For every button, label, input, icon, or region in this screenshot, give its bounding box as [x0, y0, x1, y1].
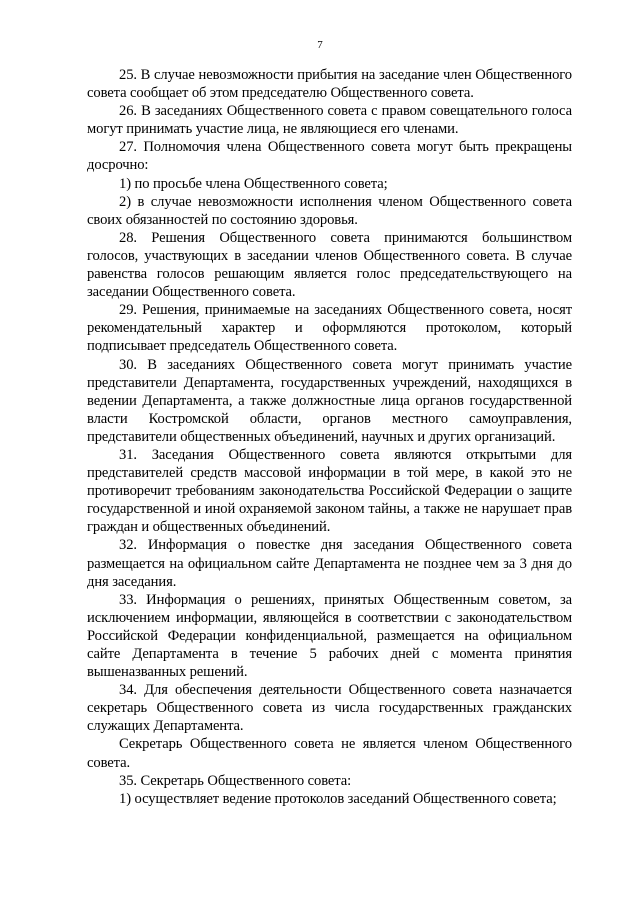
- paragraph-27-item-2: 2) в случае невозможности исполнения членом Общественного совета своих обязанностей по состоянию здоровья.: [87, 193, 572, 228]
- paragraph-27-item-1: 1) по просьбе члена Общественного совета;: [119, 175, 388, 192]
- paragraph-30: 30. В заседаниях Общественного совета могут принимать участие представители Департамента, государственных учреждений, находящихся в ведении Департамента, а также должностные лица органов государственной власти Костромской области, органов местного самоуправления, представители общественных объединений, научных и других организаций.: [87, 356, 572, 445]
- paragraph-32: 32. Информация о повестке дня заседания Общественного совета размещается на официальном сайте Департамента не позднее чем за 3 дня до дня заседания.: [87, 537, 572, 590]
- paragraph-29: 29. Решения, принимаемые на заседаниях Общественного совета, носят рекомендательный характер и оформляются протоколом, который подписывает председатель Общественного совета.: [87, 302, 572, 355]
- paragraph-25: 25. В случае невозможности прибытия на заседание член Общественного совета сообщает об этом председателю Общественного совета.: [87, 67, 572, 102]
- paragraph-27: 27. Полномочия члена Общественного совета могут быть прекращены досрочно:: [87, 139, 572, 174]
- paragraph-35-item-1: 1) осуществляет ведение протоколов заседаний Общественного совета;: [119, 790, 557, 807]
- paragraph-35: 35. Секретарь Общественного совета:: [119, 772, 352, 789]
- page-number: 7: [317, 39, 323, 51]
- paragraph-31: 31. Заседания Общественного совета являются открытыми для представителей средств массовой информации в той мере, в какой это не противоречит требованиям законодательства Российской Федерации о защите государственной и иной охраняемой законом тайны, а также не нарушает прав граждан и общественных объединений.: [87, 446, 572, 536]
- paragraph-33: 33. Информация о решениях, принятых Общественным советом, за исключением информации, являющейся в соответствии с законодательством Российской Федерации конфиденциальной, размещается на официальном сайте Департамента в течение 5 рабочих дней с момента принятия вышеназванных решений.: [87, 591, 572, 681]
- paragraph-26: 26. В заседаниях Общественного совета с правом совещательного голоса могут принимать участие лица, не являющиеся его членами.: [87, 103, 572, 138]
- paragraph-28: 28. Решения Общественного совета принимаются большинством голосов, участвующих в заседании членов Общественного совета. В случае равенства голосов решающим является голос председательствующего на заседании Общественного совета.: [87, 229, 572, 301]
- paragraph-34: 34. Для обеспечения деятельности Общественного совета назначается секретарь Общественного совета из числа государственных гражданских служащих Департамента.: [87, 682, 572, 735]
- paragraph-34-note: Секретарь Общественного совета не является членом Общественного совета.: [87, 736, 572, 771]
- document-body: [87, 66, 572, 808]
